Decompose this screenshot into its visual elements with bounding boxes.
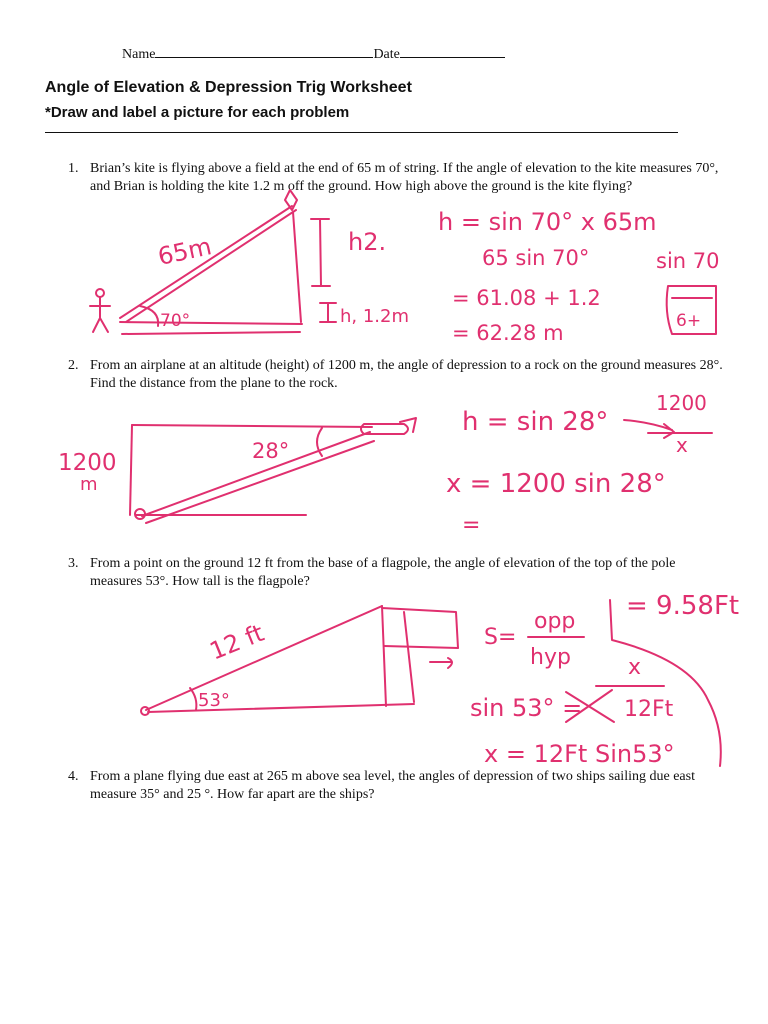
p1-side-note: sin 70 [656,249,720,273]
p3-eq1-den: hyp [530,645,571,670]
p1-sin-box [667,286,716,334]
p2-angle-arc [317,428,322,456]
p2-eq1: h = sin 28° [462,407,609,437]
worksheet-header [122,45,505,63]
p3-eq2-num: x [628,655,642,680]
p1-ground-line [120,322,302,324]
p2-label-side: 1200 [58,450,117,476]
problem-number: 4. [68,769,79,784]
p1-vertical-side [293,212,301,322]
date-label: Date [373,47,400,62]
p3-eq3: x = 12Ft Sin53° [484,740,675,768]
p1-eq3: = 61.08 + 1.2 [452,286,601,310]
p2-hypotenuse-double [146,441,374,523]
title-divider [45,132,678,133]
p1-person-body [90,297,110,332]
p1-label-string: 65m [155,232,214,271]
problem-number: 2. [68,358,79,373]
p3-ground-line [148,704,414,712]
p2-hypotenuse [142,432,370,516]
worksheet-subtitle: *Draw and label a picture for each problem [45,104,350,121]
p1-label-angle: 70° [160,311,191,331]
p3-flag-top [382,608,458,648]
p1-h2-bracket [311,219,330,286]
name-label: Name [122,47,156,62]
problem-number: 1. [68,161,79,176]
p2-label-unit: m [80,474,98,495]
problem-text: From a point on the ground 12 ft from the base of a flagpole, the angle of elevation of the top of the pole measures 53°. How tall is the flagpole? [90,556,676,589]
p2-eq1-den: x [676,433,688,457]
p2-rock [135,509,145,519]
p2-eq3: = [462,513,481,538]
problem-number: 3. [68,556,79,571]
p1-angle-arc [140,306,158,326]
p1-eq1: h = sin 70° x 65m [438,208,657,236]
problem-text: From a plane flying due east at 265 m above sea level, the angles of depression of two ships sailing due east measure 35° and 25 °. How far apart are the ships? [90,769,695,802]
p1-sketch [90,190,719,345]
problem-1 [68,160,728,196]
problem-3 [68,555,728,591]
p3-eq1-s: S= [484,625,517,650]
p3-base-point [141,707,149,715]
p2-label-angle: 28° [252,439,290,463]
problem-text: From an airplane at an altitude (height) of 1200 m, the angle of depression to a rock on the ground measures 28°. Find the distance from the plane to the rock. [90,358,723,391]
p1-eq2: 65 sin 70° [482,246,590,270]
p3-cross-out [566,690,614,722]
p2-sketch [58,391,712,538]
p2-arrow [624,420,674,438]
p1-person-head [96,289,104,297]
p3-eq2-left: sin 53° = [470,694,583,722]
p3-angle-arc [190,688,196,710]
p3-eq1-num: opp [534,609,576,634]
p3-answer: = 9.58Ft [626,591,740,621]
p1-h1-bracket [320,303,336,322]
p1-kite-string [120,206,292,318]
p3-flag-knob [430,658,452,668]
name-blank [155,45,373,58]
p3-pole [382,606,386,706]
p2-left-side [130,425,132,515]
date-blank [400,45,505,58]
p3-sketch [141,591,739,768]
p1-eq4: = 62.28 m [452,321,564,345]
p3-eq2-den: 12Ft [624,697,674,722]
p1-side-sub: 6+ [676,311,702,331]
problem-4 [68,768,728,804]
p3-label-angle: 53° [198,690,230,711]
p1-label-h1: h, 1.2m [340,306,410,327]
p2-eq2: x = 1200 sin 28° [446,469,666,499]
worksheet-title: Angle of Elevation & Depression Trig Worksheet [45,79,412,96]
p3-bracket [610,600,721,766]
problem-2 [68,357,728,393]
p1-label-h2: h2. [348,228,387,256]
p3-label-side: 12 ft [205,618,268,666]
p2-plane [361,418,416,434]
p3-flag-mid [384,646,458,648]
p1-kite-string-double [126,210,296,322]
p3-pole-side [404,612,414,702]
problem-text: Brian’s kite is flying above a field at the end of 65 m of string. If the angle of elevation to the kite measures 70°, and Brian is holding the kite 1.2 m off the ground. How high above the ground is the kite flying? [90,161,719,194]
p2-top-line [132,425,372,427]
p1-ground-line-double [122,332,300,334]
p3-hypotenuse [146,606,382,710]
p2-eq1-num: 1200 [656,391,707,415]
